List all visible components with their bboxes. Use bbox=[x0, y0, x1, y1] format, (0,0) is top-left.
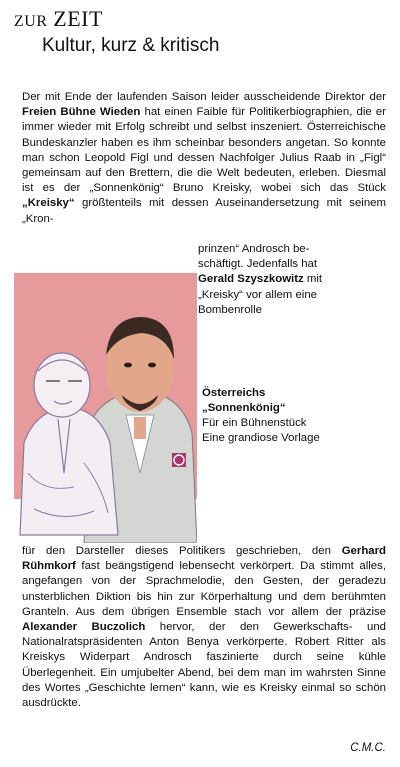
caption-title-1: Österreichs bbox=[202, 387, 266, 399]
kicker-a: ZUR bbox=[14, 13, 48, 30]
caption-line-1: Für ein Bühnenstück bbox=[202, 417, 307, 429]
tail-paragraph bbox=[22, 544, 386, 711]
narrow-column bbox=[198, 242, 386, 318]
tail-text-2: fast beängstigend lebensecht verkörpert. Da stimmt alles, angefangen von der Sprachmelodie, den Gesten, der geradezu unsterblichen Diktion bis hin zur Körperhaltung und dem berühmten Granteln. Aus dem übrigen Ensemble stach vor allem der präzise bbox=[22, 560, 386, 618]
author-signature: C.M.C. bbox=[350, 742, 386, 754]
kicker bbox=[14, 8, 219, 33]
narrow-line-1: prinzen“ Androsch be- bbox=[198, 243, 310, 255]
actor-eye-right bbox=[148, 363, 156, 368]
actor-neck bbox=[134, 417, 146, 439]
intro-bold-theatre: Freien Bühne Wieden bbox=[22, 106, 141, 119]
narrow-line-3 bbox=[198, 272, 386, 287]
caption-line-2: Eine grandiose Vorlage bbox=[202, 432, 320, 444]
narrow-text: mit bbox=[303, 273, 323, 286]
section-header bbox=[14, 8, 219, 57]
illustration-svg bbox=[14, 273, 197, 543]
intro-bold-play: „Kreisky“ bbox=[22, 197, 75, 210]
intro-text-3: größtenteils mit dessen Auseinandersetzung mit seinem „Kron- bbox=[22, 197, 386, 225]
narrow-line-4: „Kreisky“ vor allem eine bbox=[198, 288, 318, 301]
intro-text-2: hat einen Faible für Politikerbiographien, die er immer wieder mit Erfolg schreibt und selbst inszeniert. Österreichische Bundeskanzler haben es ihm scheinbar besonders angetan. So konnte man schon Leopold Figl und dessen Nachfolger Julius Raab in „Figl“ gemeinsam auf den Brettern, die die Welt bedeuten, erleben. Diesmal ist es der „Sonnenkönig“ Bruno Kreisky, wobei sich das Stück bbox=[22, 106, 386, 195]
kreisky-illustration bbox=[14, 273, 197, 543]
narrow-line-2: schäftigt. Jedenfalls hat bbox=[198, 258, 318, 271]
photo-caption bbox=[202, 386, 392, 446]
caption-title-2: „Sonnenkönig“ bbox=[202, 402, 286, 414]
intro-paragraph bbox=[22, 90, 386, 227]
kicker-b: ZEIT bbox=[53, 6, 103, 31]
tail-bold-ensemble: Alexander Buczolich bbox=[22, 621, 146, 634]
intro-text-1: Der mit Ende der laufenden Saison leider ausscheidende Direktor der bbox=[22, 91, 386, 103]
narrow-bold-author: Gerald Szyszkowitz bbox=[198, 273, 304, 286]
headline: Kultur, kurz & kritisch bbox=[42, 35, 220, 56]
tail-bold-actor: Gerhard Rühmkorf bbox=[22, 545, 386, 573]
actor-eye-left bbox=[124, 363, 132, 368]
tail-text-1: für den Darsteller dieses Politikers geschrieben, den bbox=[22, 545, 342, 557]
tail-text-3: hervor, der den Gewerkschafts- und Nationalratspräsidenten Anton Benya verkörperte. Robert Ritter als Kreiskys Widerpart Androsch faszinierte durch seine kühle Überlegenheit. Ein umjubelter Abend, bei dem man im wahrsten Sinne des Wortes „Geschichte lernen“ kann, wie es Kreisky einmal so schön ausdrückte. bbox=[22, 621, 386, 710]
sketch-head bbox=[34, 353, 90, 417]
narrow-line-5: Bombenrolle bbox=[198, 303, 262, 316]
